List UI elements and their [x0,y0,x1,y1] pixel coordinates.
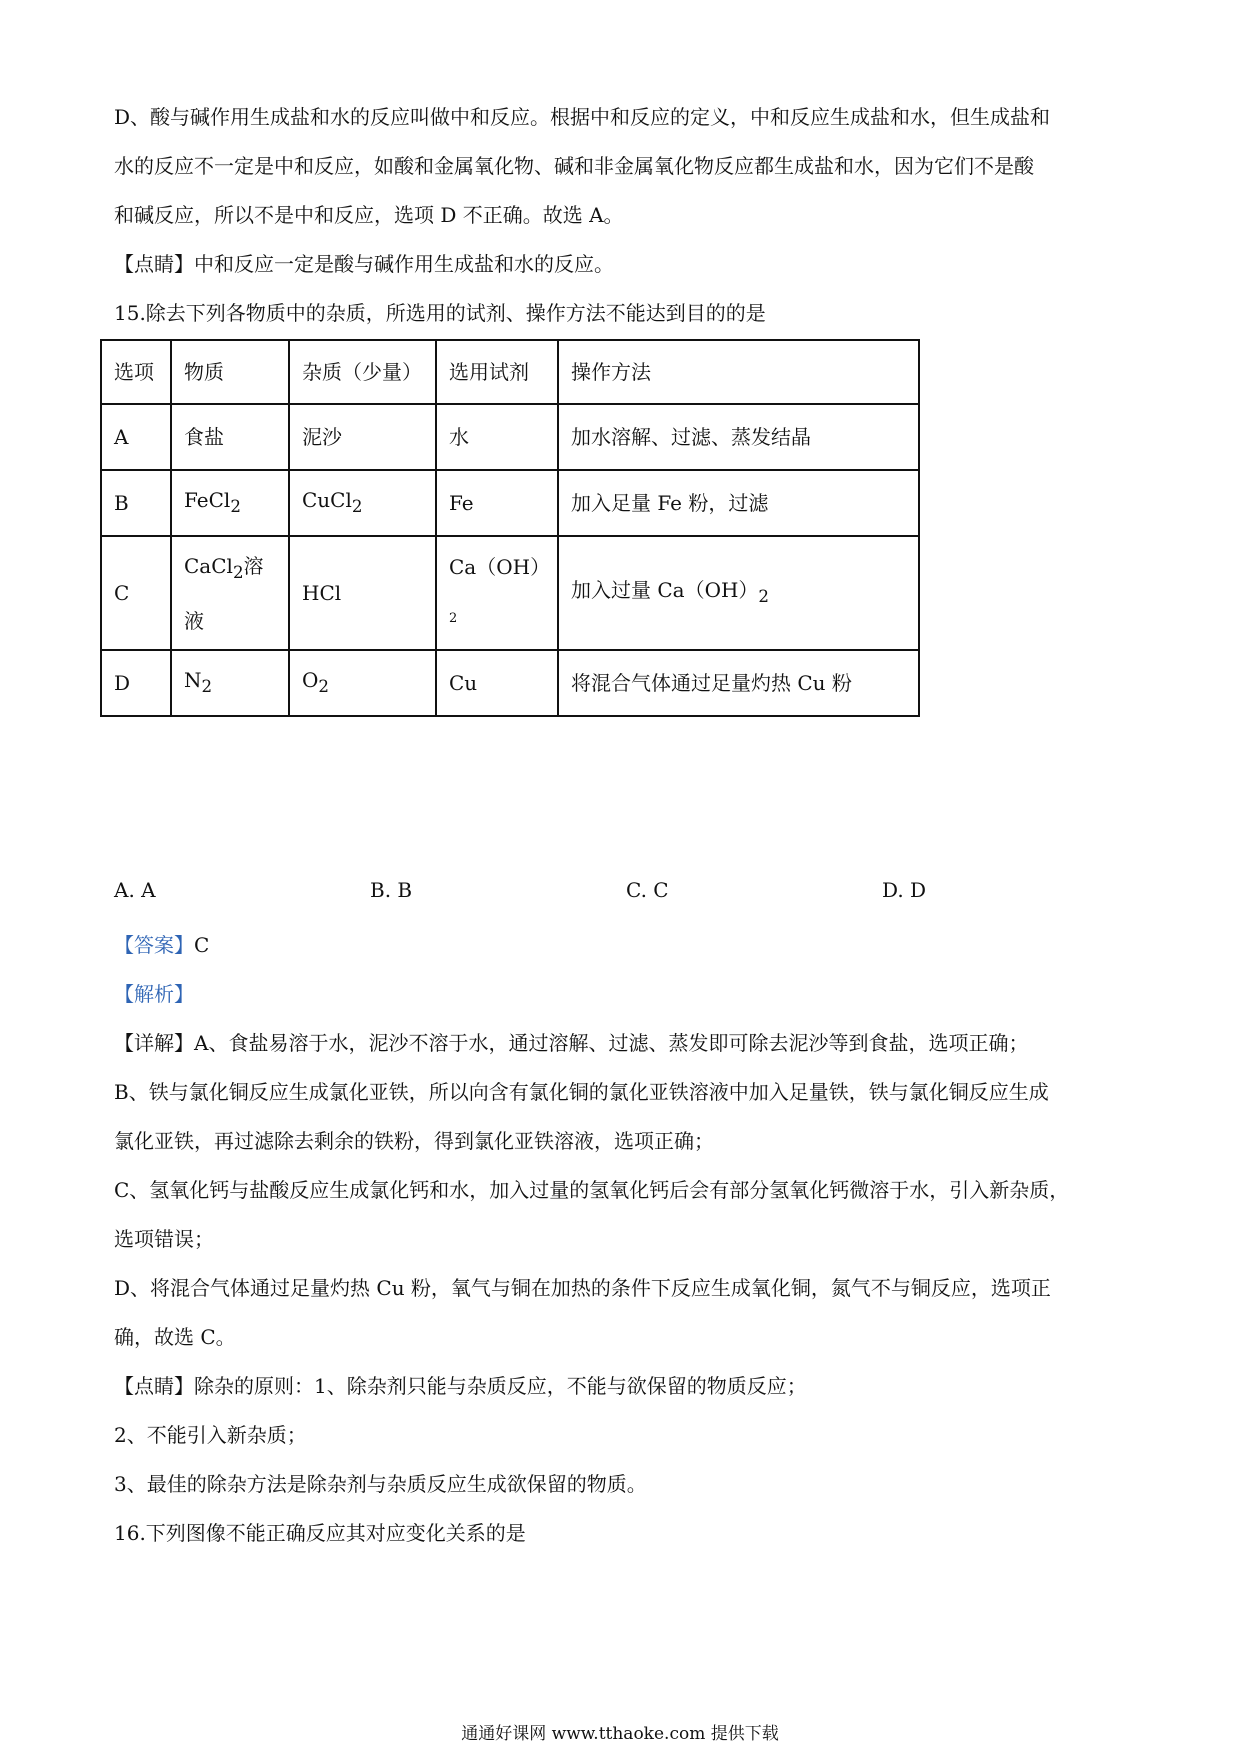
option-cell: D [101,650,171,716]
explanation-line: C、氢氧化钙与盐酸反应生成氯化钙和水，加入过量的氢氧化钙后会有部分氢氧化钙微溶于水，引入新杂质， [114,1178,1070,1202]
answer-choices [0,876,1240,906]
option-cell: C [101,536,171,650]
impurity-text: O [302,667,319,692]
question-16: 16.下列图像不能正确反应其对应变化关系的是 [114,1521,526,1545]
method-cell [558,470,919,536]
impurity-text: CuCl [302,487,352,512]
method-cell [558,536,919,650]
answer-value: C [194,933,210,957]
choice-b: B. B [370,878,413,902]
explanation-line: 确，故选 C。 [114,1325,236,1349]
reagent-subscript: 2 [449,611,458,626]
method-cell [558,404,919,470]
table-row [101,650,919,716]
impurity-text: HCl [302,581,342,605]
explanation-line: 【点睛】除杂的原则：1、除杂剂只能与杂质反应，不能与欲保留的物质反应； [114,1374,807,1398]
paragraph: D、酸与碱作用生成盐和水的反应叫做中和反应。根据中和反应的定义，中和反应生成盐和水，但生成盐和 [114,105,1051,129]
substance-text: CaCl [184,553,233,578]
explanation-line: 氯化亚铁，再过滤除去剩余的铁粉，得到氯化亚铁溶液，选项正确； [114,1129,714,1153]
paragraph: 水的反应不一定是中和反应，如酸和金属氧化物、碱和非金属氧化物反应都生成盐和水，因为它们不是酸 [114,154,1034,178]
substance-cell [171,404,289,470]
answer-label: 【答案】 [114,933,194,957]
reagent-text: Fe [449,491,474,515]
explanation-line: 2、不能引入新杂质； [114,1423,307,1447]
substance-cell [171,470,289,536]
choice-d: D. D [882,878,927,902]
header-cell: 杂质（少量） [289,340,436,404]
options-table [100,339,920,717]
subscript: 2 [351,496,363,516]
method-cell [558,650,919,716]
reagent-cell [436,536,558,650]
substance-text: 食盐 [184,425,224,449]
explanation-line: 【详解】A、食盐易溶于水，泥沙不溶于水，通过溶解、过滤、蒸发即可除去泥沙等到食盐，选项正确； [114,1031,1029,1055]
substance-cell [171,536,289,650]
method-text: 加入过量 Ca（OH） [571,577,759,602]
explanation-line: D、将混合气体通过足量灼热 Cu 粉，氧气与铜在加热的条件下反应生成氧化铜，氮气不与铜反应，选项正 [114,1276,1051,1300]
paragraph: 【点睛】中和反应一定是酸与碱作用生成盐和水的反应。 [114,252,614,276]
table-header-row [101,340,919,404]
substance-cell [171,650,289,716]
header-cell: 选项 [101,340,171,404]
answer-line [114,931,1134,959]
subscript: 2 [758,586,770,606]
subscript: 2 [230,496,241,516]
analysis-label: 【解析】 [114,982,194,1006]
page-footer: 通通好课网 www.tthaoke.com 提供下载 [461,1724,779,1744]
header-cell: 物质 [171,340,289,404]
subscript: 2 [232,562,244,582]
option-cell: B [101,470,171,536]
explanation-line: 3、最佳的除杂方法是除杂剂与杂质反应生成欲保留的物质。 [114,1472,647,1496]
header-cell: 选用试剂 [436,340,558,404]
impurity-cell [289,650,436,716]
substance-text-tail: 溶 [243,553,264,578]
table-row [101,536,919,650]
reagent-cell [436,404,558,470]
reagent-text: 水 [449,425,469,449]
choice-c: C. C [626,878,669,902]
subscript: 2 [201,676,213,696]
reagent-cell [436,650,558,716]
reagent-cell [436,470,558,536]
explanation-line: B、铁与氯化铜反应生成氯化亚铁，所以向含有氯化铜的氯化亚铁溶液中加入足量铁，铁与氯化铜反应生成 [114,1080,1049,1104]
reagent-text: Ca（OH） [449,555,551,579]
method-text: 加水溶解、过滤、蒸发结晶 [571,425,811,449]
substance-text: FeCl [184,487,231,512]
reagent-text: Cu [449,671,478,695]
method-text: 加入足量 Fe 粉，过滤 [571,491,769,515]
paragraph: 和碱反应，所以不是中和反应，选项 D 不正确。故选 A。 [114,203,624,227]
table-row [101,470,919,536]
table-row [101,404,919,470]
impurity-cell [289,404,436,470]
impurity-cell [289,536,436,650]
question-15: 15.除去下列各物质中的杂质，所选用的试剂、操作方法不能达到目的的是 [114,301,766,325]
explanation-line: 选项错误； [114,1227,214,1251]
choice-a: A. A [114,878,156,902]
header-cell: 操作方法 [558,340,919,404]
subscript: 2 [318,676,330,696]
impurity-cell [289,470,436,536]
substance-text: N [184,667,202,692]
substance-text-line2: 液 [184,608,204,633]
option-cell: A [101,404,171,470]
method-text: 将混合气体通过足量灼热 Cu 粉 [571,671,852,695]
impurity-text: 泥沙 [302,425,342,449]
